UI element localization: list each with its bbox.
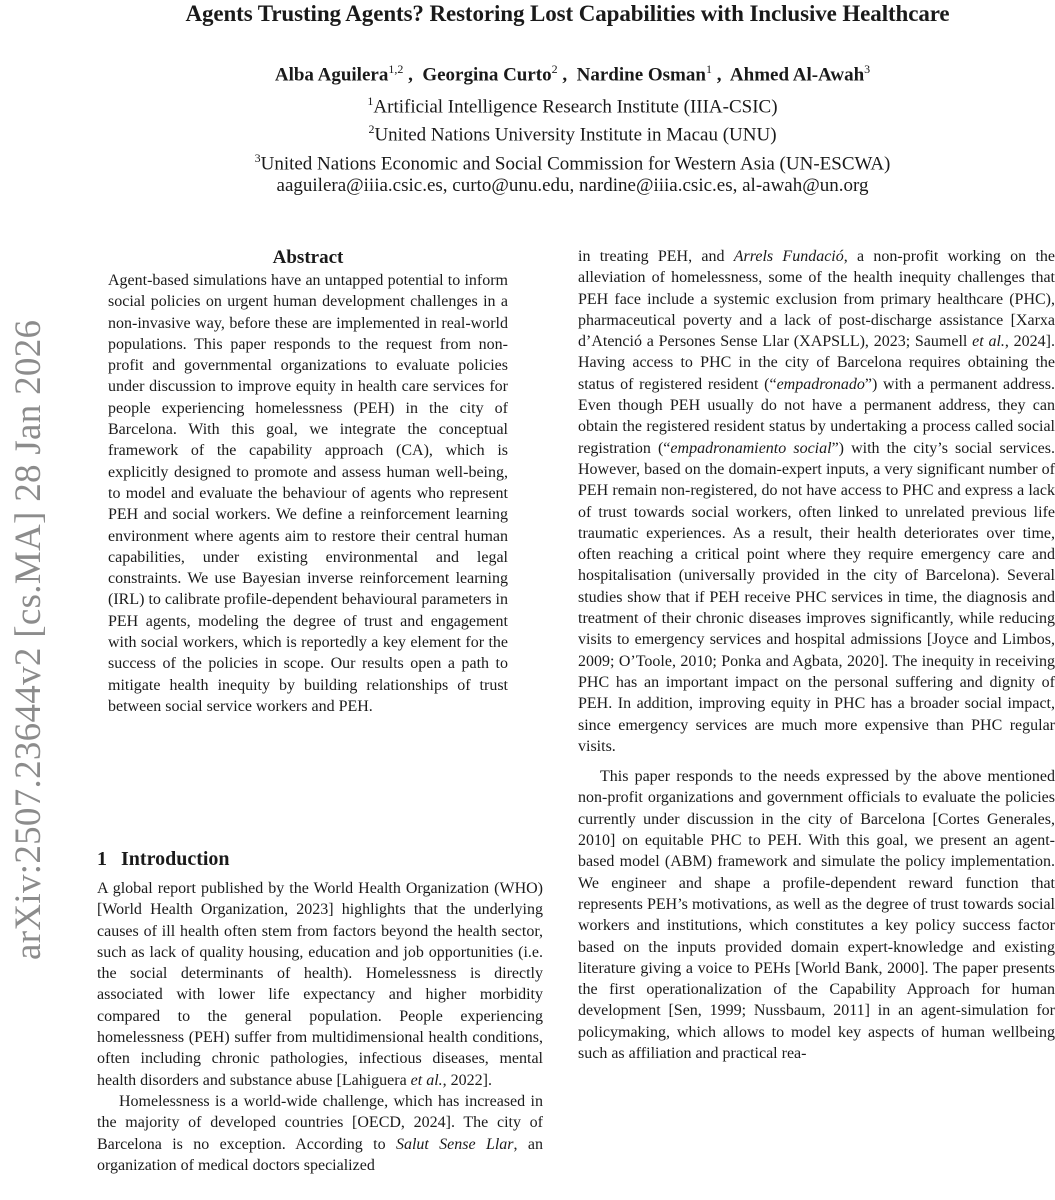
- intro-paragraph-3: This paper responds to the needs expressed by the above mentioned non-profit organizations and government officials to evaluate the policies currently under discussion in the city of Barcelona [Cortes Generales, 2010] on equitable PHC to PEH. With this goal, we present an agent-based model (ABM) framework and simulate the policy implementation. We engineer and shape a profile-dependent reward function that represents PEH’s motivations, as well as the degree of trust towards social workers and institutions, which constitutes a key policy success factor based on the inputs provided domain expert-knowledge and existing literature giving a voice to PEHs [World Bank, 2000]. The paper presents the first operationalization of the Capability Approach for human development [Sen, 1999; Nussbaum, 2011] in an agent-simulation for policymaking, which allows to model key aspects of human wellbeing such as affiliation and practical rea-: [578, 768, 1055, 1062]
- author-name: Alba Aguilera: [274, 64, 389, 86]
- affiliation-mark: 1: [367, 94, 374, 108]
- abstract-text: Agent-based simulations have an untapped potential to inform social policies on urgent human development challenges in a non-invasive way, before these are implemented in real-world populations. This paper responds to the request from non-profit and governmental organizations to evaluate policies under discussion to improve equity in health care services for people experiencing homelessness (PEH) in the city of Barcelona. With this goal, we integrate the conceptual framework of the capability approach (CA), which is explicitly designed to promote and assess human well-being, to model and evaluate the behaviour of agents who represent PEH and social workers. We define a reinforcement learning environment where agents aim to restore their central human capabilities, under existing environmental and legal constraints. We use Bayesian inverse reinforcement learning (IRL) to calibrate profile-dependent behavioural parameters in PEH agents, modeling the degree of trust and engagement with social workers, which is reportedly a key element for the success of the policies in scope. Our results open a path to mitigate health inequity by building relationships of trust between social service workers and PEH.: [108, 272, 508, 715]
- introduction-left-column: [97, 878, 543, 1176]
- affiliation-mark: 3: [254, 151, 261, 165]
- text-run: ”) with a permanent address. Even though PEH usually do not have a permanent address, they can obtain the registered resident status by undertaking a process called social registration (“: [578, 375, 1055, 457]
- text-run: A global report published by the World Health Organization (WHO) [World Health Organization, 2023] highlights that the underlying causes of ill health often stem from factors beyond the health sector, such as lack of quality housing, education and job opportunities (i.e. the social determinants of health). Homelessness is directly associated with lower life expectancy and higher morbidity compared to the general population. People experiencing homelessness (PEH) suffer from multidimensional health conditions, often including chronic pathologies, infectious diseases, mental health disorders and substance abuse [Lahiguera: [97, 880, 543, 1089]
- affiliation-text: United Nations University Institute in Macau (UNU): [374, 124, 777, 146]
- text-run: , 2022].: [442, 1071, 492, 1089]
- author-affiliation-mark: 1,2: [388, 62, 404, 76]
- author-list: Alba Aguilera$^{1,2}$ , Georgina Curto$^2$ , Nardine Osman$^1$ , Ahmed Al-Awah$^3$: [274, 62, 871, 86]
- affiliation: [0, 117, 1055, 147]
- affiliation-mark: 2: [368, 122, 375, 136]
- text-run: , a non-profit working on the alleviation of homelessness, some of the health inequity challenges that PEH face include a systemic exclusion from primary healthcare (PHC), pharmaceutical poverty and a lack of post-discharge assistance [Xarxa d’Atenció a Persones Sense Llar (XAPSLL), 2023; Saumell: [578, 248, 1055, 351]
- text-run-italic: empadronamiento social: [670, 439, 832, 457]
- intro-paragraph-2-continued: [578, 246, 1055, 757]
- text-run-italic: Salut Sense Llar: [395, 1135, 514, 1153]
- paper-title: Agents Trusting Agents? Restoring Lost Capabilities with Inclusive Healthcare: [185, 1, 950, 26]
- author-name: Ahmed Al-Awah: [729, 64, 865, 86]
- affiliation-text: Artificial Intelligence Research Institute (IIIA-CSIC): [373, 96, 778, 118]
- abstract-body: [108, 270, 508, 717]
- author-name: Nardine Osman: [576, 64, 706, 86]
- text-run: , 2024]. Having access to PHC in the city of Barcelona requires obtaining the status of registered resident (“: [578, 333, 1055, 393]
- section-title: Introduction: [121, 848, 230, 870]
- author-name: Georgina Curto: [422, 64, 552, 86]
- author-affiliation-mark: 2: [551, 62, 558, 76]
- author-emails: aaguilera@iiia.csic.es, curto@unu.edu, nardine@iiia.csic.es, al-awah@un.org: [276, 175, 869, 196]
- intro-paragraph-1: [97, 878, 543, 1091]
- section-number: 1: [97, 848, 107, 870]
- text-run-italic: Arrels Fundació: [733, 248, 844, 265]
- affiliation: [0, 89, 1055, 119]
- text-run: in treating PEH, and: [578, 248, 734, 265]
- text-run-italic: empadronado: [776, 375, 865, 393]
- text-run: ”) with the city’s social services. However, based on the domain-expert inputs, a very significant number of PEH remain non-registered, do not have access to PHC and express a lack of trust towards social workers, often linked to unrelated previous life traumatic experiences. As a result, their health deteriorates over time, often reaching a critical point where they require emergency care and hospitalisation (universally provided in the city of Barcelona). Several studies show that if PEH receive PHC services in time, the diagnosis and treatment of their chronic diseases improves significantly, while reducing visits to emergency services and hospital admissions [Joyce and Limbos, 2009; O’Toole, 2010; Ponka and Agbata, 2020]. The inequity in receiving PHC has an important impact on the personal suffering and dignity of PEH. In addition, improving equity in PHC has a broader social impact, since emergency services are much more expensive than PHC regular visits.: [578, 439, 1055, 755]
- text-run: , an organization of medical doctors specialized: [97, 1135, 544, 1174]
- affiliation: [0, 146, 1055, 176]
- introduction-right-column: [578, 246, 1055, 1064]
- text-run: Homelessness is a world-wide challenge, which has increased in the majority of developed countries [OECD, 2024]. The city of Barcelona is no exception. According to: [97, 1092, 543, 1153]
- section-heading-introduction: [97, 846, 230, 872]
- author-affiliation-mark: 3: [864, 62, 871, 76]
- author-affiliation-mark: 1: [705, 62, 712, 76]
- text-run-italic: et al.: [410, 1071, 443, 1089]
- affiliation-text: United Nations Economic and Social Commission for Western Asia (UN-ESCWA): [260, 153, 891, 175]
- intro-paragraph-2: [97, 1091, 543, 1176]
- arxiv-stamp: arXiv:2507.23644v2 [cs.MA] 28 Jan 2026: [8, 319, 49, 960]
- abstract-heading: Abstract: [272, 247, 344, 268]
- text-run-italic: et al.: [972, 333, 1005, 351]
